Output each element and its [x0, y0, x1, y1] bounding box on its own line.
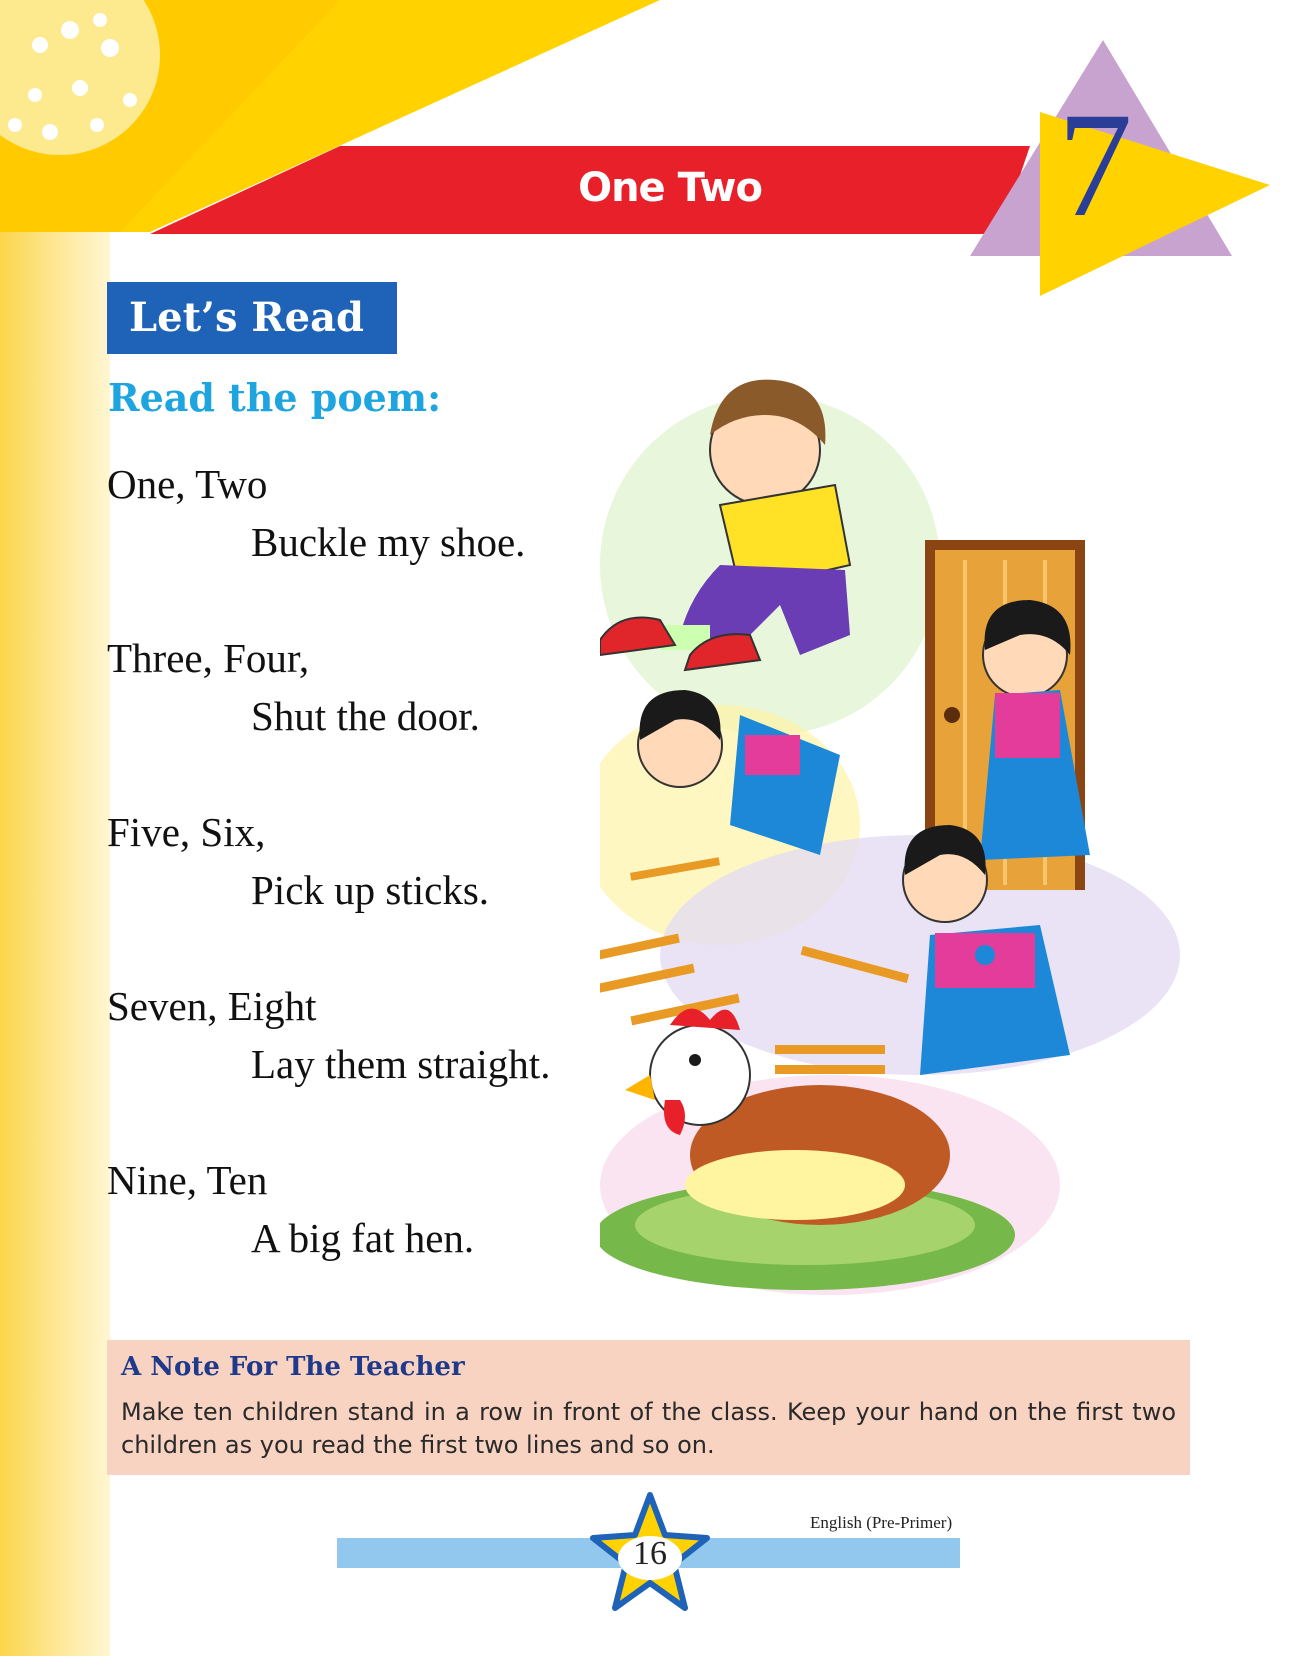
chapter-title: One Two	[578, 165, 762, 211]
book-title: English (Pre-Primer)	[810, 1513, 953, 1532]
poem	[107, 455, 667, 1325]
poem-stanza	[107, 1151, 667, 1325]
poem-line: Pick up sticks.	[251, 867, 490, 913]
poem-illustration	[600, 355, 1180, 1315]
chapter-number: 7	[1057, 82, 1133, 248]
poem-line: Seven, Eight	[107, 983, 317, 1029]
note-title: A Note For The Teacher	[121, 1352, 465, 1382]
poem-line: Lay them straight.	[251, 1041, 551, 1087]
poem-line: Buckle my shoe.	[251, 519, 526, 565]
section-label: Let’s Read	[107, 282, 397, 354]
instruction-heading: Read the poem:	[108, 375, 442, 420]
note-text: Make ten children stand in a row in front of the class. Keep your hand on the first two children as you read the first two lines and so on.	[121, 1398, 1176, 1459]
teacher-note	[107, 1340, 1190, 1475]
poem-stanza	[107, 977, 667, 1151]
poem-stanza	[107, 803, 667, 977]
poem-line: Shut the door.	[251, 693, 480, 739]
poem-stanza	[107, 455, 667, 629]
poem-stanza	[107, 629, 667, 803]
poem-line: One, Two	[107, 461, 268, 507]
poem-line: Five, Six,	[107, 809, 266, 855]
page-number: 16	[633, 1535, 667, 1572]
poem-line: A big fat hen.	[251, 1215, 475, 1261]
poem-line: Three, Four,	[107, 635, 310, 681]
poem-line: Nine, Ten	[107, 1157, 268, 1203]
